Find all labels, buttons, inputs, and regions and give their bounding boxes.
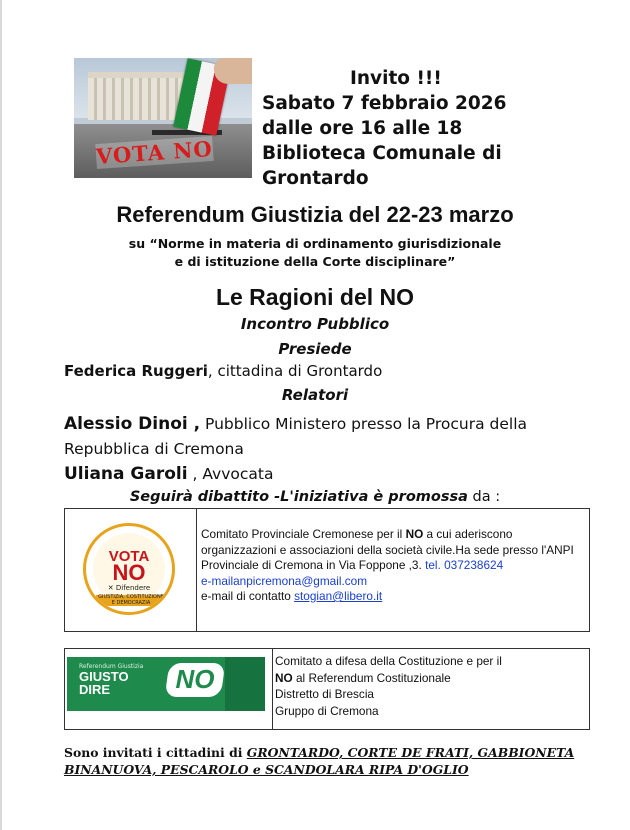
- referendum-title: Referendum Giustizia del 22-23 marzo: [116, 202, 514, 227]
- promoted-by-line: [0, 489, 630, 505]
- contact-email-link[interactable]: stogian@libero.it: [294, 589, 383, 603]
- invite-title: Invito !!!: [350, 68, 442, 89]
- org-box-anpi-logo-cell: [65, 509, 197, 631]
- president-role: , cittadina di Grontardo: [207, 362, 383, 380]
- vota-no-badge-logo: [83, 523, 175, 615]
- promoted-by-text: Seguirà dibattito -L'iniziativa è promossa: [129, 489, 468, 505]
- headline: Le Ragioni del NO: [215, 284, 415, 310]
- banner-stripe: [225, 657, 265, 711]
- speaker-2-role: , Avvocata: [187, 465, 274, 483]
- vota-no-photo: [74, 58, 252, 178]
- speaker-1-name: Alessio Dinoi ,: [64, 414, 201, 434]
- badge-band-text: GIUSTIZIA, COSTITUZIONE E DEMOCRAZIA: [96, 595, 166, 606]
- anpi-email-link[interactable]: e-mailanpicremona@gmail.com: [201, 573, 368, 588]
- banner-giusto-text: GIUSTO: [79, 669, 129, 684]
- giusto-line-1: Comitato a difesa della Costituzione e per il: [275, 654, 502, 668]
- contact-email-label: e-mail di contatto: [201, 589, 295, 603]
- giusto-line-2: [275, 670, 585, 687]
- giusto-line-2-no: NO: [275, 670, 293, 685]
- speaker-1-role: Pubblico Ministero presso la Procura della Repubblica di Cremona: [64, 415, 528, 458]
- referendum-subtitle-1: su “Norme in materia di ordinamento giurisdizionale: [128, 236, 502, 251]
- presiede-label: Presiede: [278, 340, 352, 358]
- invite-town: Grontardo: [262, 168, 369, 189]
- org-box-anpi: [64, 508, 590, 632]
- badge-vota-text: VOTA: [108, 548, 150, 565]
- org-box-anpi-text: [201, 527, 589, 605]
- anpi-desc-no: NO: [405, 527, 424, 541]
- invited-places: GRONTARDO, CORTE DE FRATI, GABBIONETA BINANUOVA, PESCAROLO e SCANDOLARA RIPA D'OGLIO: [64, 745, 575, 777]
- anpi-desc-b: a cui aderiscono organizzazioni e associazioni della società civile.Ha sede presso l'ANPI Provinciale di Cremona in Via Foppone ,3.: [201, 527, 574, 572]
- giusto-line-2-rest: al Referendum Costituzionale: [292, 670, 451, 685]
- invite-date: Sabato 7 febbraio 2026: [262, 93, 507, 114]
- banner-small-text: Referendum Giustizia: [79, 663, 144, 670]
- photo-hand: [214, 58, 252, 84]
- badge-no-text: NO: [112, 560, 146, 585]
- relatori-label: Relatori: [281, 386, 349, 404]
- invited-citizens: [64, 744, 584, 778]
- anpi-phone[interactable]: tel. 037238624: [425, 558, 504, 572]
- photo-vota-no-text: VOTA NO: [95, 135, 214, 170]
- org-box-giusto-logo-cell: [65, 649, 273, 729]
- invite-time: dalle ore 16 alle 18: [262, 118, 463, 139]
- president-line: [64, 362, 382, 380]
- badge-difendere-text: ✕ Difendere: [107, 584, 151, 592]
- giusto-dire-no-logo: [67, 657, 265, 711]
- event-type: Incontro Pubblico: [240, 315, 390, 333]
- banner-giusto-dire: [79, 670, 129, 696]
- invited-prefix: Sono invitati i cittadini di: [64, 745, 247, 760]
- speaker-1: [64, 412, 554, 462]
- giusto-line-4: Gruppo di Cremona: [275, 703, 379, 718]
- president-name: Federica Ruggeri: [64, 362, 208, 380]
- speaker-2: [64, 464, 273, 484]
- banner-dire-text: DIRE: [79, 682, 111, 697]
- promoted-by-suffix: da :: [467, 489, 501, 505]
- speaker-2-name: Uliana Garoli: [64, 464, 188, 484]
- banner-no-text: NO: [175, 664, 215, 694]
- anpi-desc-a: Comitato Provinciale Cremonese per il: [201, 527, 406, 541]
- org-box-giusto-dire-no: [64, 648, 590, 730]
- referendum-subtitle-2: e di istituzione della Corte disciplinare”: [174, 254, 456, 269]
- invite-venue: Biblioteca Comunale di: [262, 143, 502, 164]
- invite-block: [262, 66, 562, 191]
- org-box-giusto-text: [275, 653, 585, 719]
- page-edge: [0, 0, 2, 830]
- giusto-line-3: Distretto di Brescia: [275, 687, 374, 701]
